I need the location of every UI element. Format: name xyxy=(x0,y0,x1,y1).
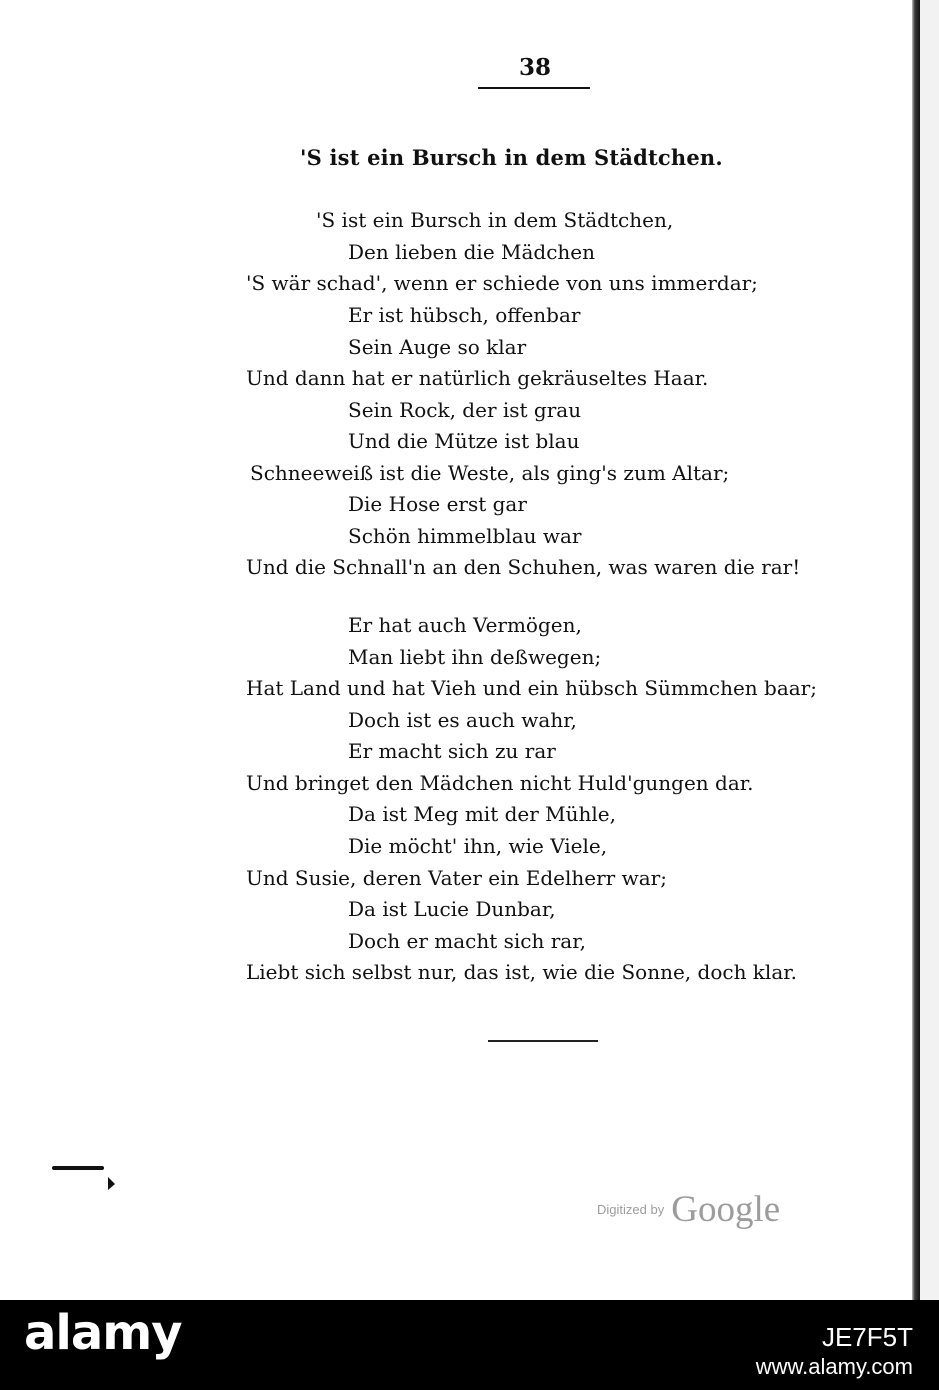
page-edge-shadow xyxy=(912,0,920,1300)
poem-line: Sein Auge so klar xyxy=(348,335,527,359)
poem-line: Hat Land und hat Vieh und ein hübsch Sümmchen baar; xyxy=(246,676,817,700)
poem-line: Den lieben die Mädchen xyxy=(348,240,596,264)
poem-line: Er hat auch Vermögen, xyxy=(348,613,582,637)
site-url: www.alamy.com xyxy=(755,1354,913,1379)
page-number-rule xyxy=(478,87,590,89)
poem-line: Und Susie, deren Vater ein Edelherr war; xyxy=(246,866,667,890)
poem-line: Und die Schnall'n an den Schuhen, was waren die rar! xyxy=(246,555,801,579)
end-rule xyxy=(488,1040,598,1042)
poem-line: Und bringet den Mädchen nicht Huld'gungen dar. xyxy=(246,771,754,795)
poem-line: Schneeweiß ist die Weste, als ging's zum Altar; xyxy=(250,461,730,485)
poem-line: Doch ist es auch wahr, xyxy=(348,708,577,732)
image-code: JE7F5T xyxy=(821,1322,913,1352)
poem-line: Da ist Meg mit der Mühle, xyxy=(348,802,616,826)
poem-line: Schön himmelblau war xyxy=(348,524,582,548)
poem-line: Da ist Lucie Dunbar, xyxy=(348,897,556,921)
margin-triangle-mark xyxy=(108,1177,115,1190)
margin-dash-mark xyxy=(52,1166,104,1170)
poem-line: Er ist hübsch, offenbar xyxy=(348,303,581,327)
poem-line: 'S ist ein Bursch in dem Städtchen, xyxy=(316,208,674,232)
poem-line: Die Hose erst gar xyxy=(348,492,527,516)
google-logo: Google xyxy=(671,1189,781,1230)
page-number: 38 xyxy=(518,54,551,81)
alamy-logo: alamy xyxy=(24,1305,182,1361)
poem-line: Die möcht' ihn, wie Viele, xyxy=(348,834,608,858)
watermark-prefix: Digitized by xyxy=(597,1202,665,1217)
poem-line: Liebt sich selbst nur, das ist, wie die Sonne, doch klar. xyxy=(246,960,797,984)
poem-line: Man liebt ihn deßwegen; xyxy=(348,645,602,669)
poem-line: Und die Mütze ist blau xyxy=(348,429,580,453)
poem-line: Doch er macht sich rar, xyxy=(348,929,586,953)
poem-line: 'S wär schad', wenn er schiede von uns immerdar; xyxy=(246,271,758,295)
poem-line: Er macht sich zu rar xyxy=(348,739,556,763)
poem-line: Sein Rock, der ist grau xyxy=(348,398,582,422)
page-edge-margin xyxy=(920,0,939,1300)
digitized-watermark xyxy=(597,1188,780,1231)
poem-line: Und dann hat er natürlich gekräuseltes Haar. xyxy=(246,366,709,390)
poem-title: 'S ist ein Bursch in dem Städtchen. xyxy=(300,145,723,170)
